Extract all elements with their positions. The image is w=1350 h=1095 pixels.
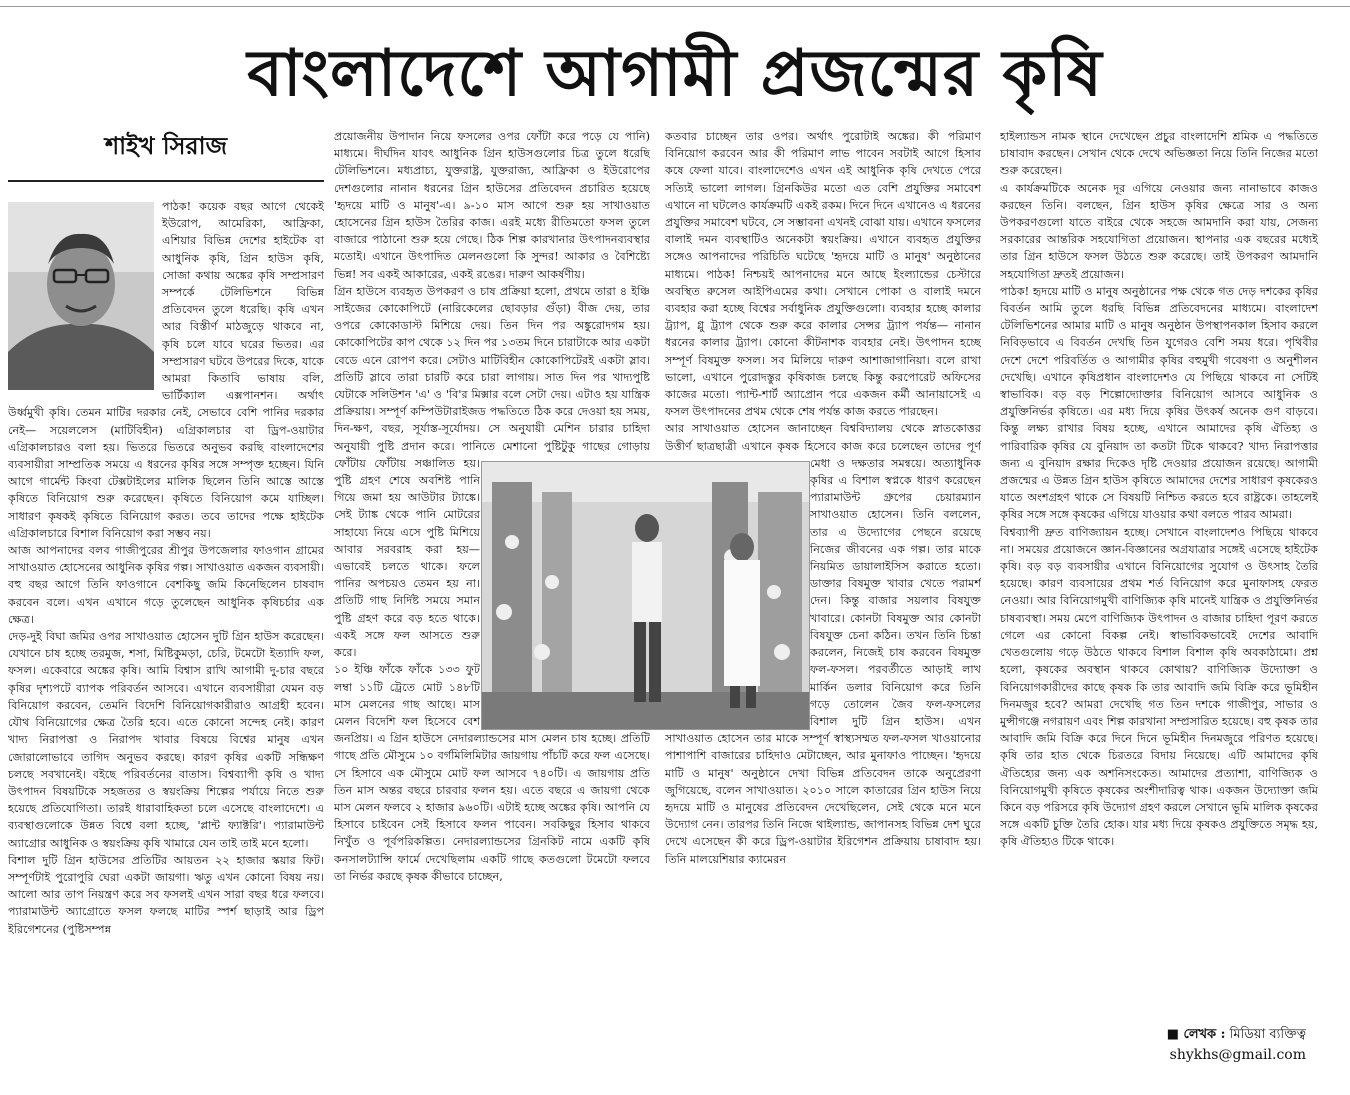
author-byline: শাইখ সিরাজ: [104, 131, 228, 160]
col4-paragraph: বিশ্বব্যাপী দ্রুত বাণিজ্যায়ন হচ্ছে। সেখানে বাংলাদেশও পিছিয়ে থাকবে না। সময়ের প্রয়োজনে জ্ঞান-বিজ্ঞানের অগ্রযাত্রার সঙ্গেই এসেছে হাইটেক কৃষি। বড় বড় ব্যবসায়ীর এখানে বিনিয়োগের সুযোগ ও উৎসাহ তৈরি হয়েছে। কারণ ব্যবসায়ের প্রথম শর্ত বিনিয়োগ করে মুনাফাসহ ফেরত নেওয়া। আর বিনিয়োগমুখী বাণিজ্যিক কৃষি মানেই যান্ত্রিক ও প্রযুক্তিনির্ভর চাষব্যবস্থা। সময় মেপে বাণিজ্যিক উৎপাদন ও বাজার চাহিদা পূরণ করতে গেলে এর কোনো বিকল্প নেই। স্বাভাবিকভাবেই দেশের আবাদি খেতগুলোয় গড়ে উঠতে থাকবে বিশাল বিশাল কৃষি অবকাঠামো। প্রশ্ন হলো, কৃষকের অবস্থান থাকবে কোথায়? বাণিজ্যিক উদ্যোক্তা ও বিনিয়োগকারীদের কাছে কৃষক কি তার আবাদি জমি বিক্রি করে ভূমিহীন দিনমজুর হবে? আমরা দেখেছি গত তিন দশকে গাজীপুর, সাভার ও মুন্সীগঞ্জে নগরায়ণ এবং শিল্প কারখানা সম্প্রসারিত হয়েছে। বহু কৃষক তার আবাদি জমি বিক্রি করে দিনে দিনে ভূমিহীন দিনমজুরে পরিণত হয়েছে। কৃষি তার হাত থেকে চিরতরে বিদায় নিয়েছে। এটি আমাদের কৃষি ঐতিহ্যের জন্য এক অশনিসংকেত। আমাদের প্রত্যাশা, বাণিজ্যিক ও বিনিয়োগমুখী কৃষিতে কৃষকের অংশীদারিত্ব থাক। একজন উদ্যোক্তা জমি কিনে বড় পরিসরে কৃষি উদ্যোগ গ্রহণ করলে সেখানে ভূমি মালিক কৃষকের সঙ্গে একটি চুক্তি তৈরি হোক। যার মধ্য দিয়ে কৃষকও প্রযুক্তিতে সমৃদ্ধ হয়, কৃষি ঐতিহ্যও টিকে থাকে।: [1000, 525, 1318, 849]
col2-paragraph: ১০ ইঞ্চি ফাঁকে ফাঁকে ১৩৩ ফুট লম্বা ১১টি ট্রেতে মোট ১৪৮টি মাস মেলনের গাছ আছে। মাস মেলন বিদেশি ফল হিসেবে বেশ জনপ্রিয়। এ গ্রিন হাউসে নেদারল্যান্ডসের মাস মেলন চাষ হচ্ছে। প্রতিটি গাছে প্রতি মৌসুমে ১০ বর্গমিলিমিটার জায়গায় পাঁচটি করে ফল এসেছে। সে হিসাবে এক মৌসুমে মোট ফল আসবে ৭৪০টি। এ জায়গায় প্রতি তিন মাস অন্তর বছরে চারবার ফলন হয়। এতে বছরে এ জায়গা থেকে মাস মেলন ফলবে ২ হাজার ৯৬০টি। এটাই হচ্ছে অঙ্কের কৃষি। আপনি যে হিসাবে চাইবেন সেই হিসাবে ফলন পাবেন। সবকিছুর হিসাব থাকবে নিখুঁত ও পূর্বপরিকল্পিত। নেদারল্যান্ডসের গ্রিনকিট নামে একটি কৃষি কনসালট্যান্সি ফার্মে দেখেছিলাম একটি গাছে কতগুলো টমেটো ফলবে তা নির্ভর করছে কৃষক কীভাবে চাচ্ছেন,: [334, 663, 650, 883]
byline-rule: [8, 180, 324, 182]
greenhouse-image: [482, 462, 809, 729]
col2-paragraph: প্রয়োজনীয় উপাদান নিয়ে ফসলের ওপর ফোঁটা করে পড়ে যে পানি) মাধ্যমে। দীর্ঘদিন যাবৎ আধুনিক গ্রিন হাউসগুলোর চিত্র তুলে ধরেছি টেলিভিশনে। মধ্যপ্রাচ্য, যুক্তরাষ্ট্র, যুক্তরাজ্য, আফ্রিকা ও ইউরোপের দেশগুলোর নানান ধরনের গ্রিন হাউসের প্রতিবেদন প্রচারিত হয়েছে 'হৃদয়ে মাটি ও মানুষ'-এ। ৯-১০ মাস আগে শুরু হয় সাখাওয়াত হোসেনের গ্রিন হাউস তৈরির কাজ। এরই মধ্যে রীতিমতো ফসল তুলে বাজারে পাঠানো শুরু হয়ে গেছে। ঠিক শিল্প কারখানার উৎপাদনব্যবস্থার মতোই। এখানে উৎপাদিত মেলনগুলো কি সুন্দর! আকার ও বৈশিষ্ট্যে ভিন্ন! সব একই আকারের, একই রঙের। দারুণ আকর্ষণীয়।: [334, 130, 650, 281]
col1-paragraph: আজ আপনাদের বলব গাজীপুরের শ্রীপুর উপজেলার ফাওগান গ্রামের সাখাওয়াত হোসেনের আধুনিক কৃষির গল্প। সাখাওয়াত একজন ব্যবসায়ী। বহু বছর আগে তিনি ফাওগানে বেশকিছু জমি কিনেছিলেন চাষবাদ করবেন বলে। এখন এখানে গড়ে তুলেছেন আধুনিক কৃষিচর্চার এক ক্ষেত্র।: [8, 544, 324, 626]
writer-label: ■ লেখক :: [1166, 1027, 1226, 1042]
writer-role: মিডিয়া ব্যক্তিত্ব: [1229, 1027, 1306, 1042]
col4-paragraph: এ কার্যক্রমটিকে অনেক দূর এগিয়ে নেওয়ার জন্য নানাভাবে কাজও করছেন তিনি। বলছেন, গ্রিন হাউস কৃষির ক্ষেত্রে সার ও অন্য উপকরণগুলো যাতে বাইরে থেকে সহজে আমদানি করা যায়, সেজন্য সরকারের আন্তরিক সহযোগিতা প্রয়োজন। স্থাপনার এক বছরের মধ্যেই তার গ্রিন হাউসে ফসল উঠতে শুরু করেছে। তাই উপকরণ আমদানি সহযোগিতা দ্রুতই প্রয়োজন।: [1000, 181, 1318, 281]
writer-credit: [1167, 1024, 1306, 1066]
col4-paragraph: হাইল্যান্ডস নামক স্থানে দেখেছেন প্রচুর বাংলাদেশি শ্রমিক এ পদ্ধতিতে চাষাবাদ করছেন। সেখান থেকে দেখে অভিজ্ঞতা নিয়ে তিনি নিজের মতো শুরু করেছেন।: [1000, 130, 1318, 178]
col3-paragraph: কতবার চাচ্ছেন তার ওপর। অর্থাৎ পুরোটাই অঙ্কের। কী পরিমাণ বিনিয়োগ করবেন আর কী পরিমাণ লাভ পাবেন সবটাই আগে হিসাব কষে ফেলা যাবে। বাংলাদেশেও এখন এই আধুনিক কৃষি দেখতে পেরে সত্যিই ভালো লাগল। গ্রিনকিউর মতো এত বেশি প্রযুক্তির সমাবেশ এখানে না ঘটলেও কার্যক্রমটি একই রকম। দিনে দিনে এখানেও এ ধরনের প্রযুক্তির সমাবেশ ঘটবে, সে সম্ভাবনা এখনই বোঝা যায়। এখানে ফসলের বালাই দমন ব্যবস্থাটিও অনেকটা স্বয়ংক্রিয়। এখানে ব্যবহৃত প্রযুক্তির সঙ্গেও আপনাদের পরিচিতি ঘটেছে 'হৃদয়ে মাটি ও মানুষ' অনুষ্ঠানের মাধ্যমে। পাঠক! নিশ্চয়ই আপনাদের মনে আছে ইংল্যান্ডের চেস্টারে অবস্থিত রুসেল আইপিএমের কথা। সেখানে পোকা ও বালাই দমনে ব্যবহার করা হচ্ছে বিশ্বের সর্বাধুনিক প্রযুক্তিগুলো। ব্যবহার হচ্ছে কালার ট্র্যাপ, গ্লু ট্র্যাপ থেকে শুরু করে কালার সেন্সর ট্র্যাপ পর্যন্ত— নানান ধরনের কালার ট্র্যাপ। কোনো কীটনাশক ব্যবহার নেই। উৎপাদন হচ্ছে সম্পূর্ণ বিষমুক্ত ফসল। সব মিলিয়ে দারুণ আশাজাগানিয়া। বলে রাখা ভালো, এখানে পুরোদস্তুর কৃষিকাজ চলছে কিন্তু করপোরেট অফিসের কাজের মতো। প্যান্ট-শার্ট অ্যাপ্রোন পরে একজন কর্মী আনায়াসেই এ ফসল উৎপাদনের প্রথম থেকে শেষ পর্যন্ত কাজ করতে পারছেন।: [665, 130, 981, 419]
greenhouse-photo: [481, 461, 810, 730]
col3-paragraph: আর সাখাওয়াত হোসেন জানাচ্ছেন বিশ্ববিদ্যালয় থেকে স্নাতকোত্তর উত্তীর্ণ ছাত্রছাত্রী এখানে কৃষক হিসেবে কাজ করে চলেছেন তাদের পূর্ণ মেধা ও দক্ষতার সমন্বয়ে। অত্যাধুনিক কৃষির এ বিশাল স্বপ্নকে ধারণ করেছেন প্যারামাউন্ট গ্রুপের চেয়ারম্যান সাখাওয়াত হোসেন। তিনি বললেন, তার এ উদ্যোগের পেছনে রয়েছে নিজের জীবনের এক গল্প। তার মাকে নিয়মিত ডায়ালাইসিস করাতে হতো। ডাক্তার বিষমুক্ত খাবার খেতে পরামর্শ দেন। কিন্তু বাজার সয়লাব বিষযুক্ত খাবারে। কোনটা বিষমুক্ত আর কোনটা বিষযুক্ত চেনা কঠিন। তখন তিনি চিন্তা করলেন, নিজেই চাষ করবেন বিষমুক্ত ফল-ফসল। পরবর্তীতে আড়াই লাখ মার্কিন ডলার বিনিয়োগ করে তিনি গড়ে তোলেন জৈব ফল-ফসলের বিশাল দুটি গ্রিন হাউস। এখন সাখাওয়াত হোসেন তার মাকে সম্পূর্ণ স্বাস্থ্যসম্মত ফল-ফসল খাওয়ানোর পাশাপাশি বাজারের চাহিদাও মেটাচ্ছেন, আর মুনাফাও পাচ্ছেন। 'হৃদয়ে মাটি ও মানুষ' অনুষ্ঠানে দেখা বিভিন্ন প্রতিবেদন তাকে অনুপ্রেরণা জুগিয়েছে, বলেন সাখাওয়াত। ২০১০ সালে কাতারের গ্রিন হাউস নিয়ে হৃদয়ে মাটি ও মানুষের প্রতিবেদন দেখেছিলেন, সেই থেকে মনে মনে উদ্যোগ নেন। তারপর তিনি নিজে থাইল্যান্ড, জাপানসহ বিভিন্ন দেশ ঘুরে দেখে এসেছেন কী করে ড্রিপ-ওয়াটার ইরিগেশন প্রক্রিয়ায় চাষাবাদ হয়। তিনি মালয়েশিয়ার ক্যামেরন: [665, 422, 981, 866]
col4-paragraph: পাঠক! হৃদয়ে মাটি ও মানুষ অনুষ্ঠানের পক্ষ থেকে গত দেড় দশকের কৃষির বিবর্তন আমি তুলে ধরছি বিভিন্ন প্রতিবেদনের মাধ্যমে। বাংলাদেশ টেলিভিশনের আমার মাটি ও মানুষ অনুষ্ঠান উপস্থাপনকাল হিসাব করলে নিবিড়ভাবে এ বিবর্তন দেখছি তিন যুগেরও বেশি সময় ধরে। পৃথিবীর দেশে দেশে পরিবর্তিত ও আগামীর কৃষির বহুমুখী গবেষণা ও অনুশীলন দেখেছি। এখানে কৃষিপ্রধান বাংলাদেশও যে পিছিয়ে থাকবে না সেটিই স্বাভাবিক। বড় বড় শিল্পোদ্যোক্তার বিনিয়োগ আসবে আধুনিক ও প্রযুক্তিনির্ভর কৃষিতে। এর মধ্য দিয়ে কৃষির উৎকর্ষ অনেক গুণ বাড়বে। কিন্তু লক্ষ্য রাখার বিষয় হচ্ছে, এখানে আমাদের কৃষি ঐতিহ্য ও পারিবারিক কৃষির যে বুনিয়াদ তা কতটা টিকে থাকবে? খাদ্য নিরাপত্তার জন্য এ বুনিয়াদ রক্ষার দিকেও দৃষ্টি দেওয়ার প্রয়োজন রয়েছে। আগামী প্রজন্মের এ উন্নত গ্রিন হাউস কৃষিতে আমাদের দেশের সাধারণ কৃষকেরও যাতে অংশগ্রহণ থাকে সে বিষয়টি নিশ্চিত করতে হবে রাষ্ট্রকে। তাহলেই কৃষির সঙ্গে সঙ্গে কৃষকের এগিয়ে যাওয়ার কথা বলতে পারব আমরা।: [1000, 284, 1318, 522]
col1-paragraph: বিশাল দুটি গ্রিন হাউসের প্রতিটির আয়তন ২২ হাজার স্কয়ার ফিট। সম্পূর্ণটাই পুরোপুরি ঘেরা একটা জায়গা। ঋতু এখন কোনো বিষয় নয়। আলো আর তাপ নিয়ন্ত্রণ করে সব ফসলই এখন সারা বছর ধরে ফলবে। প্যারামাউন্ট অ্যাগ্রোতে ফসল ফলছে মাটির স্পর্শ ছাড়াই আর ড্রিপ ইরিগেশনের (পুষ্টিসম্পন্ন: [8, 853, 324, 936]
col2-paragraph: গ্রিন হাউসে ব্যবহৃত উপকরণ ও চাষ প্রক্রিয়া হলো, প্রথমে তারা ৪ ইঞ্চি সাইজের কোকোপিটে (নারিকেলের ছোবড়ার গুঁড়া) বীজ দেয়, তার ওপরে কোকোডাস্ট মিশিয়ে দেয়। তিন দিন পর অঙ্কুরোদগম হয়। কোকোপিটের কাপ থেকে ১২ দিন পর ১৩তম দিনে চারাটাকে আর একটা বেডে এনে রোপণ করে। সেটাও মাটিবিহীন কোকোপিটেরই একটা স্লাব। প্রতিটি স্লাবে তারা চারটি করে চারা লাগায়। সাত দিন পর খাদ্যপুষ্টি যেটাকে সলিউশন 'এ' ও 'বি'র মিক্সার বলে সেটা দেয়। এটাও হয় যান্ত্রিক প্রক্রিয়ায়। সম্পূর্ণ কম্পিউটারাইজড পদ্ধতিতে ঠিক করে দেওয়া হয় সময়, দিন-ক্ষণ, বছর, সূর্যাস্ত-সূর্যোদয়। সে অনুযায়ী মেশিন চারার চাহিদা অনুযায়ী পুষ্টি প্রদান করে। পানিতে মেশানো পুষ্টিটুকু গাছের গোড়ায় ফোঁটায় ফোঁটায় সঞ্চালিত হয়। পুষ্টি গ্রহণ শেষে অবশিষ্ট পানি গিয়ে জমা হয় আউটার ট্যাঙ্কে। সেই ট্যাঙ্ক থেকে পানি মোটরের সাহায্যে নিয়ে এসে পুষ্টি মিশিয়ে আবার সরবরাহ করা হয়—এভাবেই চলতে থাকে। ফলে পানির অপচয়ও তেমন হয় না। প্রতিটি গাছ নির্দিষ্ট সময়ে সমান পুষ্টি গ্রহণ করে বড় হতে থাকে। একই সঙ্গে ফল আসতে শুরু করে।: [334, 284, 650, 660]
author-portrait-image: [8, 202, 154, 390]
article-column-4: [1000, 128, 1318, 1028]
article-column-1: [8, 198, 324, 1058]
article-headline: বাংলাদেশে আগামী প্রজন্মের কৃষি: [247, 36, 1103, 111]
col1-paragraph: পাঠক! কয়েক বছর আগে থেকেই ইউরোপ, আমেরিকা, আফ্রিকা, এশিয়ার বিভিন্ন দেশের হাইটেক বা আধুনিক কৃষি, গ্রিন হাউস কৃষি, সোজা কথায় অঙ্কের কৃষি সম্প্রসারণ সম্পর্কে টেলিভিশনে বিভিন্ন প্রতিবেদন তুলে ধরেছি। কৃষি এখন আর বিস্তীর্ণ মাঠজুড়ে থাকবে না, কৃষি চলে যাবে ঘরের ভিতর। এর সম্প্রসারণ ঘটবে উপরের দিকে, যাকে আমরা কিতাবি ভাষায় বলি, ভার্টিক্যাল এক্সপানশন। অর্থাৎ উর্ধ্বমুখী কৃষি। তেমন মাটির দরকার নেই, সেভাবে বেশি পানির দরকার নেই— সয়েললেস (মাটিবিহীন) এগ্রিকালচার বা ড্রিপ-ওয়াটার এগ্রিকালচারও বলা হয়। ভিতরে ভিতরে অনুভব করছি বাংলাদেশের ব্যবসায়ীরা সাম্প্রতিক সময়ে এ ধরনের কৃষির সঙ্গে সম্পৃক্ত হচ্ছেন। যিনি আগে গার্মেন্ট কিংবা টেক্সটাইলের মালিক ছিলেন তিনি আস্তে আস্তে কৃষিতে বিনিয়োগ শুরু করেছেন। কৃষিতে বিনিয়োগ কমে যাচ্ছিল। সাধারণ কৃষকই কৃষিতে বিনিয়োগ করত। তবে তাদের পক্ষে হাইটেক এগ্রিকালচারে বিশাল বিনিয়োগ করা সম্ভব নয়।: [8, 200, 324, 540]
top-rule: [0, 0, 1350, 7]
author-photo: [8, 202, 154, 390]
col1-paragraph: দেড়-দুই বিঘা জমির ওপর সাখাওয়াত হোসেন দুটি গ্রিন হাউস করেছেন। যেখানে চাষ হচ্ছে তরমুজ, শসা, মিষ্টিকুমড়া, চেরি, টমেটো ইত্যাদি ফল, ফসল। একেবারে অঙ্কের কৃষি। আমি বিশ্বাস রাখি আগামী দু-চার বছরে কৃষির দৃশ্যপটে ব্যাপক পরিবর্তন আসবে। এখানে ব্যবসায়ীরা যেমন বড় বিনিয়োগ করবেন, তেমনি বিদেশি বিনিয়োগকারীরাও আগ্রহী হবেন। যৌথ বিনিয়োগের ক্ষেত্র তৈরি হবে। এতে কোনো সন্দেহ নেই। কারণ খাদ্য নিরাপত্তা ও নিরাপদ খাবার বিষয়ে বিশ্বের মানুষ এখন জোরালোভাবে তাগিদ অনুভব করছে। কারণ কৃষির একটি সন্ধিক্ষণ চলছে সবখানেই। বইছে পরিবর্তনের বাতাস। বিশ্বব্যাপী কৃষি ও খাদ্য উৎপাদন বিষয়টিকে সহজতর ও স্বয়ংক্রিয় শিল্পের পর্যায়ে নিতে শুরু হয়েছে প্রতিযোগিতা। তারই ধারাবাহিকতা চলে এসেছে বাংলাদেশে। এ ব্যবস্থাগুলোকে উন্নত বিশ্বে বলা হচ্ছে, 'প্লান্ট ফ্যাক্টরি'। প্যারামাউন্ট অ্যাগ্রোর আধুনিক ও স্বয়ংক্রিয় কৃষি খামারে যেন তাই তাই মনে হলো।: [8, 630, 324, 850]
writer-email: shykhs@gmail.com: [1169, 1047, 1306, 1063]
